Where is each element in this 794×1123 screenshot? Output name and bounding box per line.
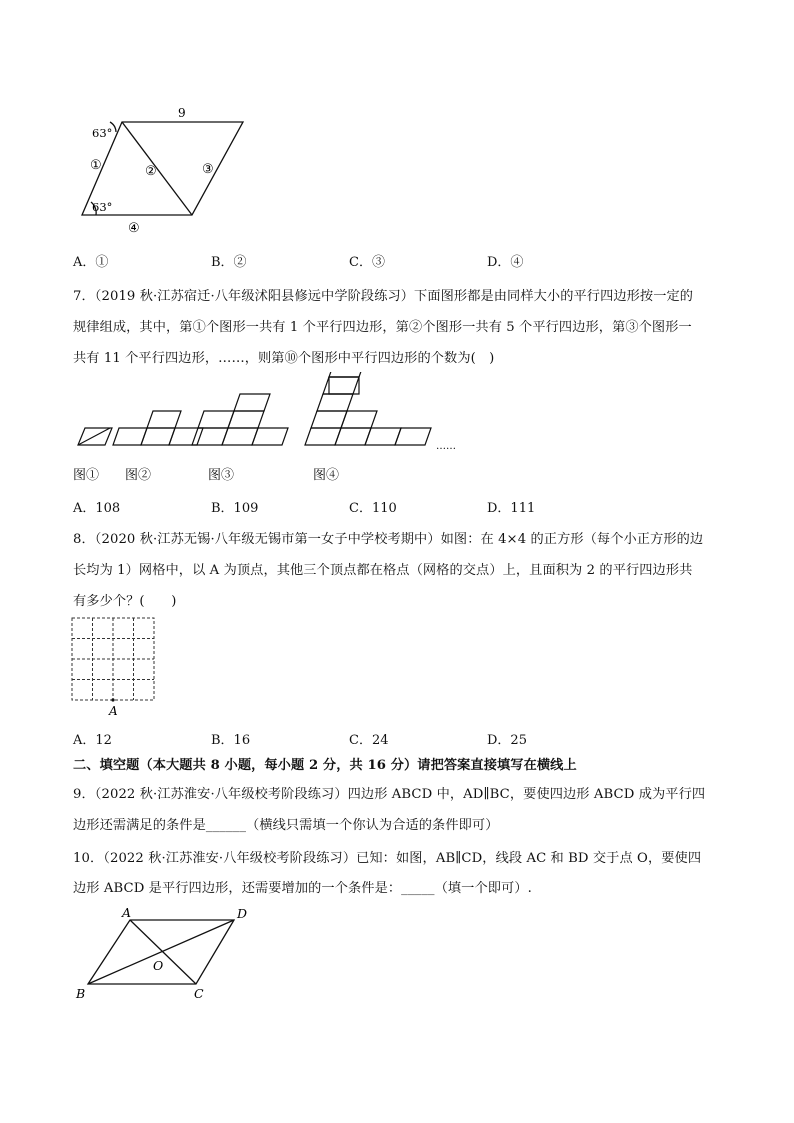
q6-top-length: 9 (178, 106, 186, 120)
q7-text-line1: 7．（2019 秋·江苏宿迁·八年级沭阳县修远中学阶段练习）下面图形都是由同样大小的平行四边形按一定的 (73, 289, 694, 304)
q10-parallelogram-figure (70, 902, 270, 1004)
q6-option-b: B．② (211, 255, 247, 270)
q7-text-line3: 共有 11 个平行四边形，……，则第⑩个图形中平行四边形的个数为( ) (73, 351, 495, 366)
q7-options (73, 497, 633, 516)
q7-fig-label-4: 图④ (313, 468, 340, 483)
q6-parallelogram-figure (70, 100, 255, 235)
q7-fig-label-3: 图③ (208, 468, 235, 483)
q8-point-a-label: A (109, 704, 118, 718)
q7-fig3-shape (192, 394, 288, 445)
section2-heading: 二、填空题（本大题共 8 小题，每小题 2 分，共 16 分）请把答案直接填写在横线上 (73, 758, 577, 773)
q7-option-d: D．111 (487, 501, 536, 516)
q6-circle-1: ① (90, 158, 102, 173)
q7-fig-label-1: 图① (73, 468, 100, 483)
q10-label-o: O (153, 958, 164, 973)
q10-diagonal-bd (88, 920, 234, 984)
q10-text-line2: 边形 ABCD 是平行四边形，还需要增加的一个条件是：_____（填一个即可）. (73, 881, 532, 896)
q6-circle-2: ② (145, 164, 157, 179)
q8-grid-figure (68, 614, 160, 722)
q7-text-line2: 规律组成，其中，第①个图形一共有 1 个平行四边形，第②个图形一共有 5 个平行四边形，第③个图形一 (73, 320, 692, 335)
q8-text-line1: 8．（2020 秋·江苏无锡·八年级无锡市第一女子中学校考期中）如图：在 4×4 的正方形（每个小正方形的边 (73, 532, 704, 547)
q6-diagonal (122, 122, 192, 215)
q7-fig2-shape (113, 411, 203, 445)
q10-diagonal-ac (130, 920, 196, 984)
q7-option-c: C．110 (349, 501, 397, 516)
q8-option-b: B．16 (211, 733, 251, 748)
q6-angle-top: 63° (92, 126, 113, 140)
q8-option-c: C．24 (349, 733, 389, 748)
q7-option-a: A．108 (73, 501, 121, 516)
q6-circle-4: ④ (128, 221, 140, 235)
q8-point-a (111, 698, 114, 701)
q6-circle-3: ③ (202, 162, 214, 177)
q7-option-b: B．109 (211, 501, 259, 516)
q6-options (73, 251, 633, 270)
q9-text-line2: 边形还需满足的条件是______（横线只需填一个你认为合适的条件即可） (73, 818, 499, 833)
q10-label-a: A (122, 905, 132, 920)
q6-angle-bottom: 63° (92, 200, 113, 214)
q6-option-c: C．③ (349, 255, 385, 270)
q10-label-d: D (237, 906, 248, 921)
q6-option-a: A．① (73, 255, 109, 270)
q7-ellipsis: …… (436, 441, 456, 452)
q8-text-line3: 有多少个？( ) (73, 594, 177, 609)
q8-options (73, 729, 633, 748)
q10-label-b: B (76, 986, 86, 1001)
q8-text-line2: 长均为 1）网格中，以 A 为顶点，其他三个顶点都在格点（网格的交点）上，且面积为 2 的平行四边形共 (73, 563, 693, 578)
q10-text-line1: 10．（2022 秋·江苏淮安·八年级校考阶段练习）已知：如图，AB∥CD，线段 AC 和 BD 交于点 O，要使四 (73, 851, 702, 866)
q7-fig-label-2: 图② (125, 468, 152, 483)
q9-text-line1: 9．（2022 秋·江苏淮安·八年级校考阶段练习）四边形 ABCD 中，AD∥BC，要使四边形 ABCD 成为平行四 (73, 787, 706, 802)
q7-fig4-top (305, 372, 365, 402)
q8-option-d: D．25 (487, 733, 527, 748)
q10-label-c: C (194, 986, 204, 1001)
q6-option-d: D．④ (487, 255, 524, 270)
q8-option-a: A．12 (73, 733, 112, 748)
